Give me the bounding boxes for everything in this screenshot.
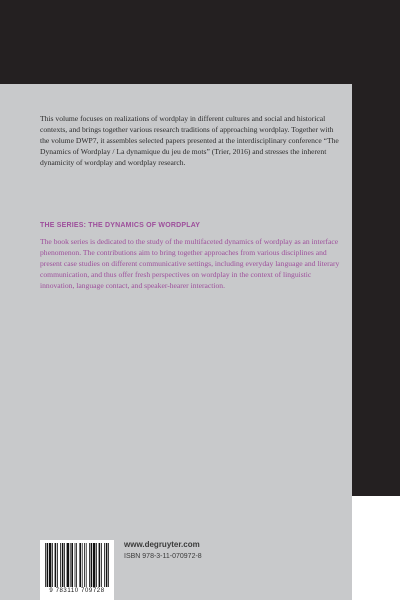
- barcode-bar: [101, 543, 102, 587]
- publisher-url: www.degruyter.com: [124, 540, 200, 549]
- barcode-bar: [62, 543, 64, 587]
- barcode-bar: [52, 543, 53, 587]
- barcode-bar: [67, 543, 69, 587]
- barcode-bar: [49, 543, 51, 587]
- barcode-bar: [91, 543, 93, 587]
- right-dark-band: [352, 84, 400, 496]
- barcode-bar: [93, 543, 95, 587]
- barcode-bar: [75, 543, 76, 587]
- barcode-bar: [47, 543, 49, 587]
- volume-description: This volume focuses on realizations of wordplay in different cultures and social and historical contexts, and brings together various research traditions of approaching wordplay. Together with the volume DWP7, it assembles selected papers presented at the interdisciplinary conference “The Dynamics of Wordplay / La dynamique du jeu de mots” (Trier, 2016) and stresses the inherent dynamicity of wordplay and wordplay research.: [40, 114, 339, 167]
- barcode-bar: [99, 543, 101, 587]
- barcode-bar: [79, 543, 81, 587]
- barcode-digits: 9 783110 709728: [49, 588, 105, 594]
- barcode-bar: [45, 543, 46, 587]
- barcode-bar: [96, 543, 97, 587]
- barcode-bar: [104, 543, 105, 587]
- barcode-bar: [86, 543, 87, 587]
- barcode-bar: [70, 543, 71, 587]
- barcode-bar: [60, 543, 61, 587]
- series-heading: THE SERIES: THE DYNAMICS OF WORDPLAY: [40, 222, 201, 229]
- barcode-bar: [71, 543, 73, 587]
- barcode-bar: [64, 543, 65, 587]
- isbn-number: ISBN 978-3-11-070972-8: [124, 553, 202, 560]
- top-dark-band: [0, 0, 400, 84]
- barcode-bars: [43, 543, 111, 587]
- barcode-bar: [55, 543, 57, 587]
- barcode-bar: [106, 543, 108, 587]
- barcode: [40, 540, 114, 600]
- barcode-bar: [84, 543, 85, 587]
- series-description: The book series is dedicated to the study of the multifaceted dynamics of wordplay as an interface phenomenon. The contributions aim to bring together approaches from various disciplines and present case studies on different communicative settings, including everyday language and literary communication, and thus offer fresh perspectives on wordplay in the context of linguistic innovation, language contact, and speaker-hearer interaction.: [40, 237, 340, 290]
- barcode-bar: [76, 543, 77, 587]
- barcode-bar: [108, 543, 109, 587]
- barcode-bar: [89, 543, 90, 587]
- barcode-bar: [82, 543, 83, 587]
- barcode-bar: [57, 543, 58, 587]
